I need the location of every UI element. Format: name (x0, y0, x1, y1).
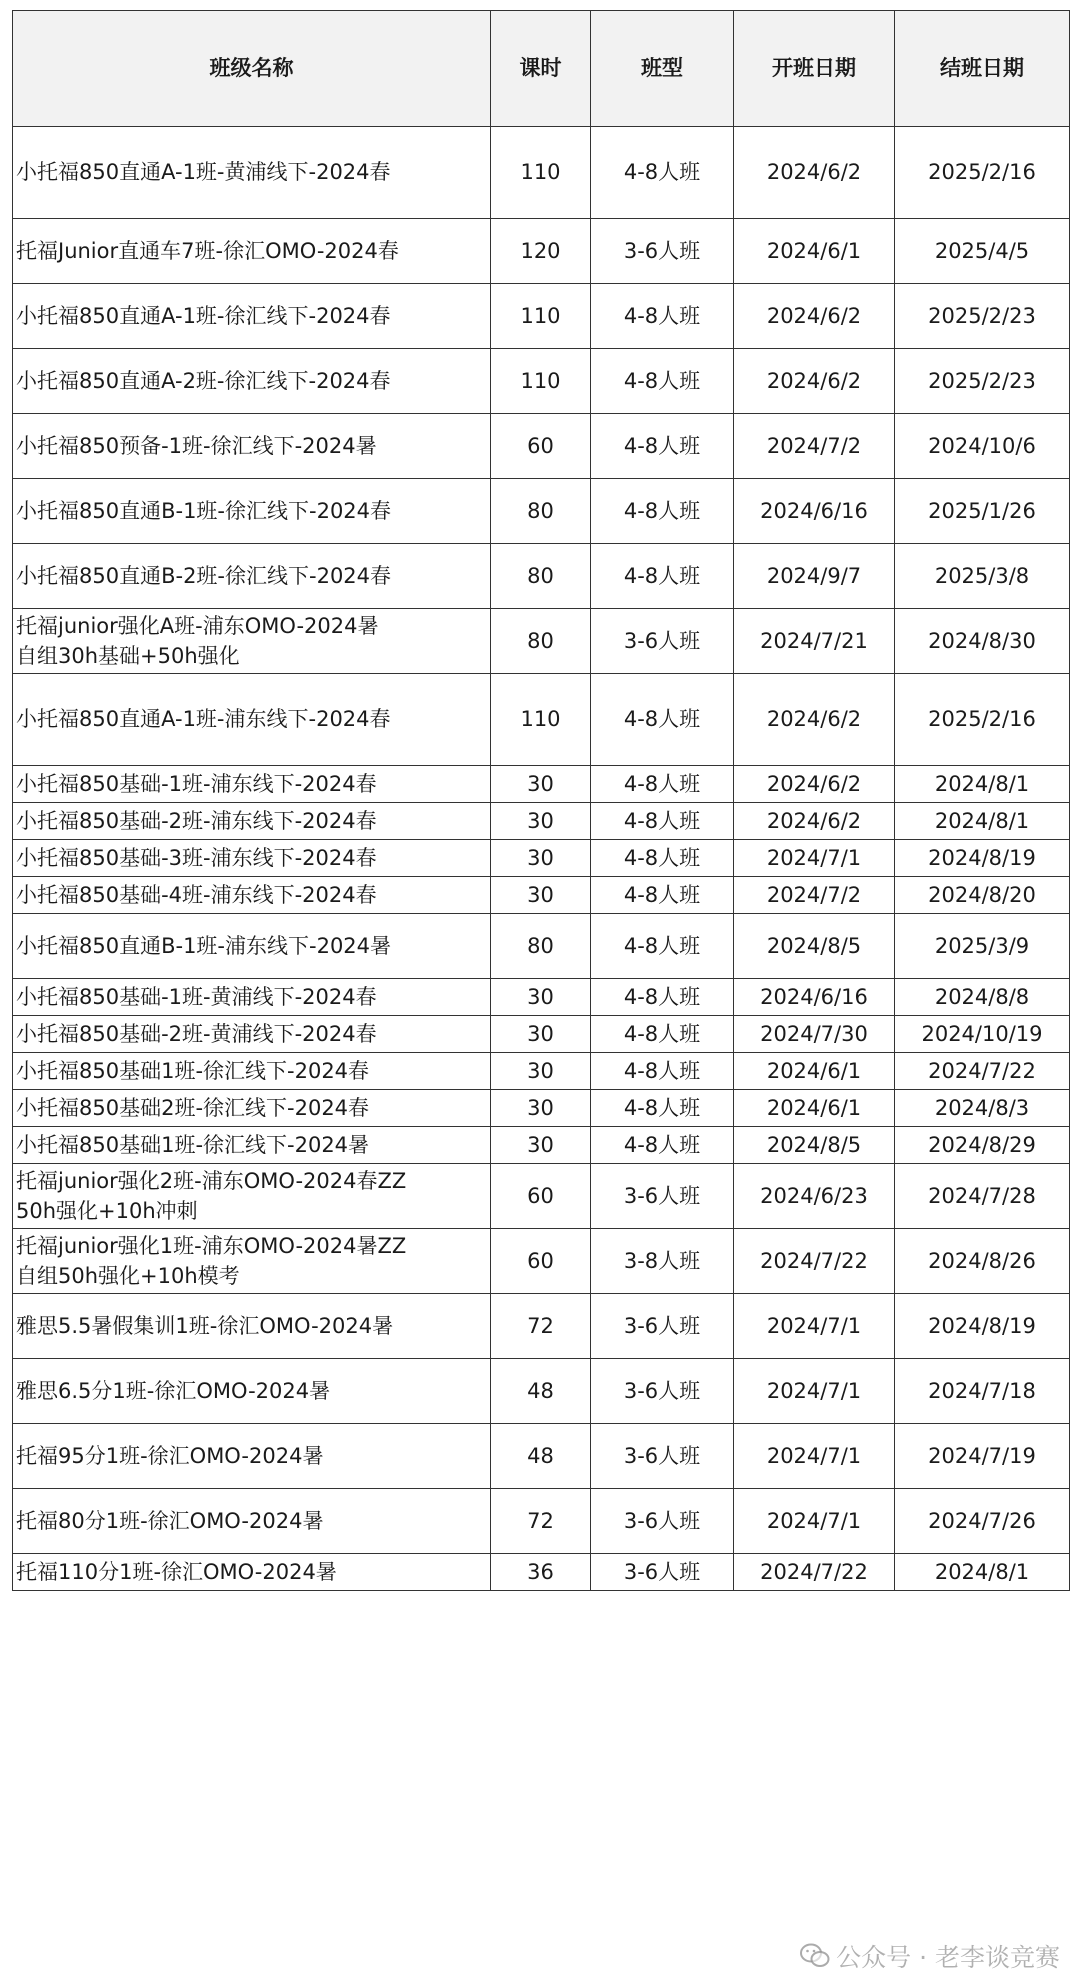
cell-hours: 110 (491, 127, 591, 219)
class-name-line: 小托福850基础-3班-浦东线下-2024春 (16, 845, 377, 870)
cell-class-name (13, 219, 491, 284)
cell-hours: 80 (491, 544, 591, 609)
table-row (13, 349, 1070, 414)
table-row (13, 803, 1070, 840)
class-name-line: 托福Junior直通车7班-徐汇OMO-2024春 (16, 238, 399, 263)
table-row (13, 544, 1070, 609)
class-name-line: 小托福850基础-2班-浦东线下-2024春 (16, 808, 377, 833)
watermark (800, 1938, 1060, 1974)
class-name-line: 小托福850基础-2班-黄浦线下-2024春 (16, 1021, 377, 1046)
class-name-line: 50h强化+10h冲刺 (16, 1199, 198, 1223)
cell-start-date: 2024/6/23 (734, 1164, 895, 1229)
cell-hours: 72 (491, 1294, 591, 1359)
cell-start-date: 2024/7/1 (734, 1294, 895, 1359)
cell-class-name (13, 979, 491, 1016)
cell-end-date: 2024/8/26 (895, 1229, 1070, 1294)
class-name-line: 托福110分1班-徐汇OMO-2024暑 (16, 1559, 337, 1584)
cell-class-name (13, 674, 491, 766)
cell-class-type: 3-6人班 (591, 1164, 734, 1229)
cell-start-date: 2024/7/1 (734, 1424, 895, 1489)
cell-end-date: 2024/7/28 (895, 1164, 1070, 1229)
cell-class-type: 3-6人班 (591, 1424, 734, 1489)
class-name-line: 雅思6.5分1班-徐汇OMO-2024暑 (16, 1378, 331, 1403)
class-name-line: 小托福850直通B-1班-徐汇线下-2024春 (16, 498, 392, 523)
header-row (13, 11, 1070, 127)
cell-hours: 110 (491, 284, 591, 349)
cell-hours: 80 (491, 914, 591, 979)
cell-end-date: 2025/1/26 (895, 479, 1070, 544)
cell-class-type: 4-8人班 (591, 544, 734, 609)
cell-start-date: 2024/7/2 (734, 877, 895, 914)
cell-end-date: 2025/4/5 (895, 219, 1070, 284)
cell-start-date: 2024/6/2 (734, 127, 895, 219)
table-row (13, 766, 1070, 803)
cell-hours: 30 (491, 1053, 591, 1090)
cell-start-date: 2024/6/2 (734, 674, 895, 766)
cell-class-name (13, 349, 491, 414)
cell-end-date: 2024/8/3 (895, 1090, 1070, 1127)
class-name-line: 小托福850直通A-1班-浦东线下-2024春 (16, 707, 391, 732)
class-name-line: 自组30h基础+50h强化 (16, 644, 240, 668)
wechat-icon (800, 1943, 830, 1969)
class-name-line: 小托福850直通A-1班-徐汇线下-2024春 (16, 303, 391, 328)
cell-end-date: 2024/7/18 (895, 1359, 1070, 1424)
table-row (13, 1424, 1070, 1489)
cell-hours: 48 (491, 1359, 591, 1424)
header-hours: 课时 (491, 11, 591, 127)
class-name-line: 托福junior强化2班-浦东OMO-2024春ZZ (16, 1168, 407, 1193)
table-row (13, 1053, 1070, 1090)
class-name-line: 小托福850预备-1班-徐汇线下-2024暑 (16, 433, 377, 458)
watermark-text: 公众号 · 老李谈竞赛 (836, 1943, 1060, 1972)
class-name-line: 小托福850直通B-1班-浦东线下-2024暑 (16, 933, 392, 958)
cell-end-date: 2024/8/1 (895, 1554, 1070, 1591)
table-row (13, 1229, 1070, 1294)
cell-start-date: 2024/7/22 (734, 1229, 895, 1294)
cell-hours: 60 (491, 1164, 591, 1229)
cell-end-date: 2025/3/9 (895, 914, 1070, 979)
header-start-date: 开班日期 (734, 11, 895, 127)
cell-hours: 30 (491, 766, 591, 803)
cell-class-type: 4-8人班 (591, 479, 734, 544)
class-name-line: 托福95分1班-徐汇OMO-2024暑 (16, 1443, 324, 1468)
cell-end-date: 2024/8/19 (895, 840, 1070, 877)
cell-start-date: 2024/6/2 (734, 284, 895, 349)
cell-class-type: 3-8人班 (591, 1229, 734, 1294)
cell-class-name (13, 127, 491, 219)
cell-end-date: 2025/2/16 (895, 674, 1070, 766)
cell-class-name (13, 1294, 491, 1359)
class-name-line: 托福junior强化1班-浦东OMO-2024暑ZZ (16, 1233, 407, 1258)
cell-start-date: 2024/6/16 (734, 979, 895, 1016)
cell-end-date: 2024/8/30 (895, 609, 1070, 674)
cell-end-date: 2024/7/26 (895, 1489, 1070, 1554)
cell-start-date: 2024/6/2 (734, 349, 895, 414)
class-schedule-table (12, 10, 1070, 1591)
cell-hours: 120 (491, 219, 591, 284)
cell-start-date: 2024/7/2 (734, 414, 895, 479)
cell-class-name (13, 1090, 491, 1127)
cell-class-type: 4-8人班 (591, 766, 734, 803)
cell-end-date: 2025/2/23 (895, 284, 1070, 349)
table-row (13, 674, 1070, 766)
cell-class-type: 4-8人班 (591, 877, 734, 914)
cell-class-name (13, 479, 491, 544)
cell-end-date: 2024/7/22 (895, 1053, 1070, 1090)
cell-start-date: 2024/7/1 (734, 840, 895, 877)
cell-class-type: 4-8人班 (591, 914, 734, 979)
class-name-line: 小托福850直通A-2班-徐汇线下-2024春 (16, 368, 391, 393)
cell-class-name (13, 1127, 491, 1164)
header-class-type: 班型 (591, 11, 734, 127)
table-row (13, 1164, 1070, 1229)
cell-start-date: 2024/6/16 (734, 479, 895, 544)
class-name-line: 小托福850基础-1班-黄浦线下-2024春 (16, 984, 377, 1009)
cell-start-date: 2024/6/1 (734, 219, 895, 284)
cell-end-date: 2024/8/29 (895, 1127, 1070, 1164)
table-row (13, 979, 1070, 1016)
cell-class-type: 3-6人班 (591, 1294, 734, 1359)
class-name-line: 小托福850基础1班-徐汇线下-2024春 (16, 1058, 370, 1083)
table-row (13, 1016, 1070, 1053)
cell-hours: 30 (491, 803, 591, 840)
class-name-line: 托福80分1班-徐汇OMO-2024暑 (16, 1508, 324, 1533)
table-row (13, 479, 1070, 544)
table-row (13, 1489, 1070, 1554)
cell-hours: 110 (491, 674, 591, 766)
table-row (13, 284, 1070, 349)
cell-end-date: 2024/10/6 (895, 414, 1070, 479)
table-row (13, 219, 1070, 284)
cell-start-date: 2024/8/5 (734, 914, 895, 979)
table-row (13, 1359, 1070, 1424)
table-row (13, 840, 1070, 877)
cell-hours: 80 (491, 479, 591, 544)
cell-class-name (13, 284, 491, 349)
cell-class-type: 3-6人班 (591, 1489, 734, 1554)
cell-end-date: 2024/8/1 (895, 803, 1070, 840)
class-name-line: 雅思5.5暑假集训1班-徐汇OMO-2024暑 (16, 1313, 394, 1338)
cell-end-date: 2024/8/8 (895, 979, 1070, 1016)
cell-hours: 72 (491, 1489, 591, 1554)
cell-hours: 80 (491, 609, 591, 674)
cell-start-date: 2024/7/1 (734, 1359, 895, 1424)
cell-class-type: 4-8人班 (591, 840, 734, 877)
cell-end-date: 2025/2/16 (895, 127, 1070, 219)
table-row (13, 1554, 1070, 1591)
class-name-line: 小托福850基础2班-徐汇线下-2024春 (16, 1095, 370, 1120)
cell-class-type: 4-8人班 (591, 284, 734, 349)
cell-end-date: 2024/8/19 (895, 1294, 1070, 1359)
cell-class-type: 4-8人班 (591, 1053, 734, 1090)
table-row (13, 914, 1070, 979)
header-class-name: 班级名称 (13, 11, 491, 127)
cell-hours: 30 (491, 1016, 591, 1053)
cell-end-date: 2025/3/8 (895, 544, 1070, 609)
cell-class-type: 4-8人班 (591, 674, 734, 766)
cell-class-type: 4-8人班 (591, 1090, 734, 1127)
table-row (13, 1127, 1070, 1164)
cell-class-name (13, 877, 491, 914)
class-name-line: 小托福850直通B-2班-徐汇线下-2024春 (16, 563, 392, 588)
cell-class-type: 4-8人班 (591, 349, 734, 414)
cell-end-date: 2024/8/1 (895, 766, 1070, 803)
cell-class-type: 4-8人班 (591, 1127, 734, 1164)
cell-class-name (13, 914, 491, 979)
cell-hours: 48 (491, 1424, 591, 1489)
cell-class-name (13, 1424, 491, 1489)
cell-start-date: 2024/7/21 (734, 609, 895, 674)
cell-class-name (13, 1554, 491, 1591)
cell-start-date: 2024/6/2 (734, 803, 895, 840)
cell-end-date: 2025/2/23 (895, 349, 1070, 414)
class-name-line: 托福junior强化A班-浦东OMO-2024暑 (16, 613, 379, 638)
cell-start-date: 2024/7/22 (734, 1554, 895, 1591)
cell-class-name (13, 1229, 491, 1294)
cell-hours: 110 (491, 349, 591, 414)
cell-class-type: 4-8人班 (591, 127, 734, 219)
cell-end-date: 2024/10/19 (895, 1016, 1070, 1053)
header-end-date: 结班日期 (895, 11, 1070, 127)
cell-end-date: 2024/7/19 (895, 1424, 1070, 1489)
cell-class-name (13, 1489, 491, 1554)
cell-end-date: 2024/8/20 (895, 877, 1070, 914)
cell-class-type: 3-6人班 (591, 1359, 734, 1424)
table-row (13, 127, 1070, 219)
cell-class-type: 4-8人班 (591, 803, 734, 840)
class-name-line: 小托福850基础1班-徐汇线下-2024暑 (16, 1132, 370, 1157)
cell-hours: 60 (491, 1229, 591, 1294)
cell-class-type: 3-6人班 (591, 1554, 734, 1591)
table-row (13, 1294, 1070, 1359)
cell-hours: 30 (491, 1090, 591, 1127)
cell-hours: 36 (491, 1554, 591, 1591)
cell-start-date: 2024/6/2 (734, 766, 895, 803)
table-row (13, 414, 1070, 479)
cell-hours: 30 (491, 877, 591, 914)
cell-class-name (13, 803, 491, 840)
cell-class-name (13, 840, 491, 877)
cell-class-type: 4-8人班 (591, 1016, 734, 1053)
cell-hours: 60 (491, 414, 591, 479)
cell-class-name (13, 544, 491, 609)
cell-start-date: 2024/9/7 (734, 544, 895, 609)
cell-start-date: 2024/7/30 (734, 1016, 895, 1053)
cell-hours: 30 (491, 1127, 591, 1164)
cell-class-name (13, 609, 491, 674)
class-name-line: 自组50h强化+10h模考 (16, 1264, 240, 1288)
class-name-line: 小托福850直通A-1班-黄浦线下-2024春 (16, 160, 391, 185)
cell-start-date: 2024/6/1 (734, 1090, 895, 1127)
cell-start-date: 2024/7/1 (734, 1489, 895, 1554)
cell-class-name (13, 1359, 491, 1424)
table-row (13, 877, 1070, 914)
class-name-line: 小托福850基础-1班-浦东线下-2024春 (16, 771, 377, 796)
cell-start-date: 2024/6/1 (734, 1053, 895, 1090)
table-row (13, 609, 1070, 674)
cell-hours: 30 (491, 840, 591, 877)
cell-class-name (13, 766, 491, 803)
table-row (13, 1090, 1070, 1127)
cell-class-type: 4-8人班 (591, 414, 734, 479)
cell-class-type: 3-6人班 (591, 219, 734, 284)
cell-hours: 30 (491, 979, 591, 1016)
cell-class-name (13, 1016, 491, 1053)
cell-class-type: 3-6人班 (591, 609, 734, 674)
cell-class-name (13, 414, 491, 479)
cell-class-name (13, 1053, 491, 1090)
cell-start-date: 2024/8/5 (734, 1127, 895, 1164)
cell-class-type: 4-8人班 (591, 979, 734, 1016)
cell-class-name (13, 1164, 491, 1229)
class-name-line: 小托福850基础-4班-浦东线下-2024春 (16, 882, 377, 907)
